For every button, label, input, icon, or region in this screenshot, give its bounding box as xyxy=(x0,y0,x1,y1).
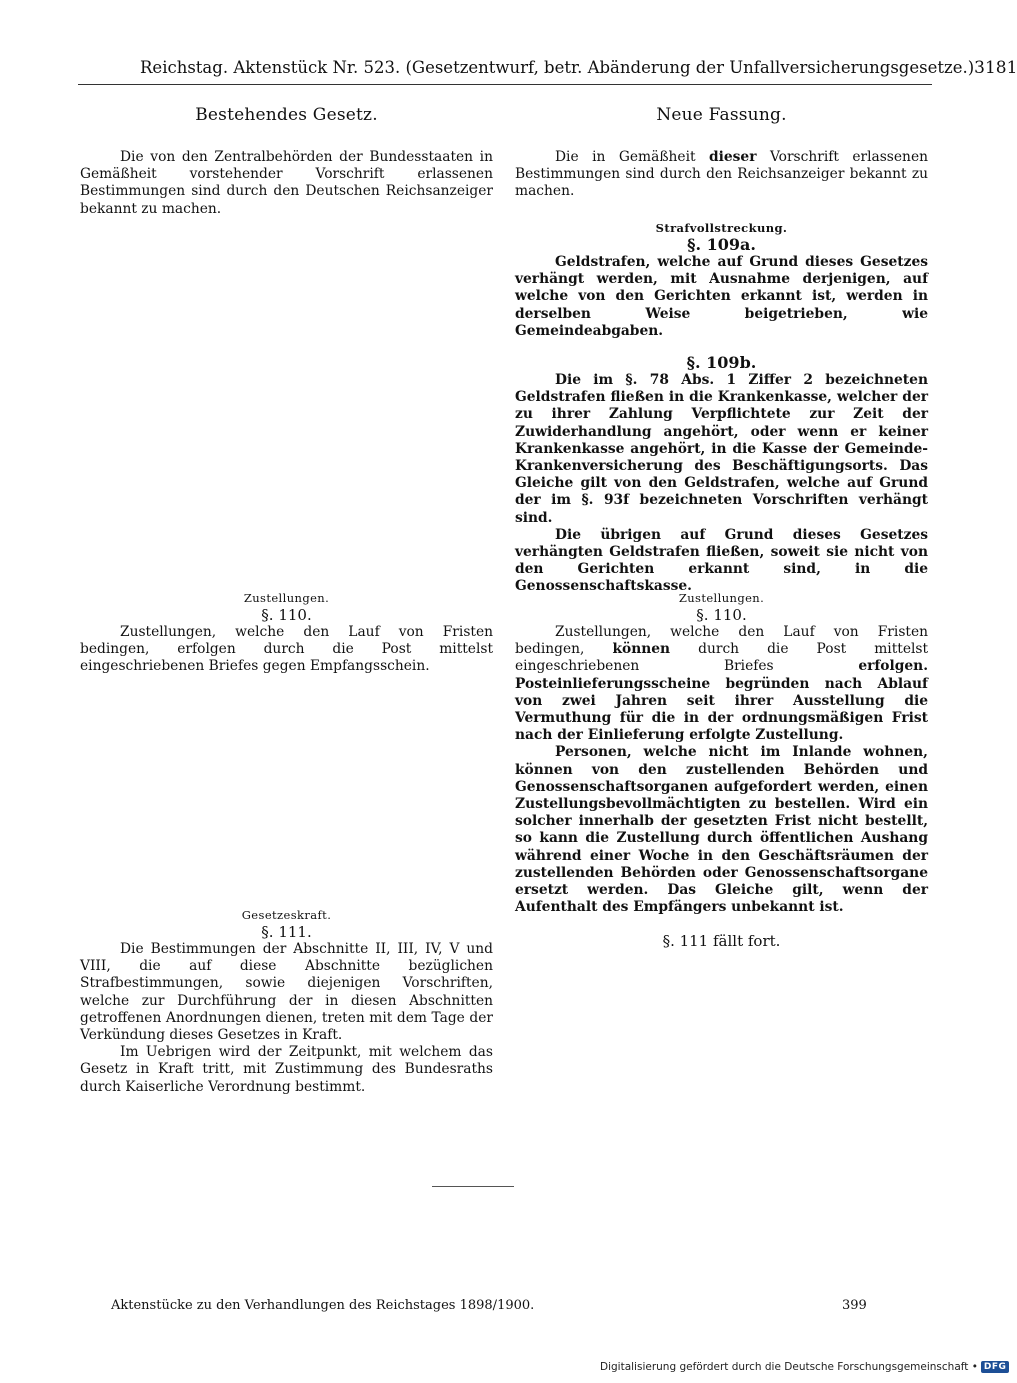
left-column xyxy=(80,105,493,1095)
right-column xyxy=(515,105,929,950)
right-intro-part-1: Die in Gemäßheit xyxy=(555,149,696,165)
right-s110-part-a: Zustellungen, welche den Lauf von Fristen bedingen, xyxy=(515,624,928,658)
left-s111-number: §. 111. xyxy=(261,923,312,941)
left-section-111 xyxy=(80,907,493,1096)
header-text: Reichstag. Aktenstück Nr. 523. (Gesetzentwurf, betr. Abänderung der Unfallversicherungsgesetze.) xyxy=(140,58,975,77)
s109a-text: Geldstrafen, welche auf Grund dieses Gesetzes verhängt werden, mit Ausnahme derjenigen, auf welche von den Gerichten erkannt ist, werden in derselben Weise beigetrieben, wie Gemeindeabgaben. xyxy=(515,254,928,339)
right-s110-number: §. 110. xyxy=(696,606,747,624)
right-intro-emphasis: dieser xyxy=(709,149,757,165)
right-s111-text: §. 111 fällt fort. xyxy=(662,932,781,950)
right-s110-part-b: können xyxy=(612,641,671,658)
right-column-title: Neue Fassung. xyxy=(656,105,787,125)
right-s110-part-d: erfolgen. Posteinlieferungsscheine begründen nach Ablauf von zwei Jahren seit ihrer Ausstellung die Vermuthung für die in der ordnungsmäßigen Frist nach der Einlieferung erfolgte Zustellung. xyxy=(515,658,929,744)
s109b-text-2: Die übrigen auf Grund dieses Gesetzes verhängten Geldstrafen fließen, soweit sie nicht von den Gerichten erkannt sind, in die Genossenschaftskasse. xyxy=(515,526,928,595)
running-head xyxy=(140,58,1017,78)
left-s110-caption: Zustellungen. xyxy=(243,591,330,605)
left-s111-caption: Gesetzeskraft. xyxy=(241,908,332,922)
page-number: 3181 xyxy=(974,58,1017,78)
right-section-109 xyxy=(515,220,928,596)
strafvollstreckung-caption: Strafvollstreckung. xyxy=(655,221,788,235)
right-section-111 xyxy=(515,932,928,950)
s109b-text-1: Die im §. 78 Abs. 1 Ziffer 2 bezeichneten Geldstrafen fließen in die Krankenkasse, welcher der zu ihrer Zahlung Verpflichtete zur Zeit der Zuwiderhandlung angehört, oder wenn er keiner Krankenkasse angehört, in die Kasse der Gemeinde-Krankenversicherung des Beschäftigungsorts. Das Gleiche gilt von den Geldstrafen, welche auf Grund der im §. 93f bezeichneten Vorschriften verhängt sind. xyxy=(515,372,928,526)
left-column-title: Bestehendes Gesetz. xyxy=(195,105,378,125)
s109a-number: §. 109a. xyxy=(687,235,756,254)
right-s110-text-2: Personen, welche nicht im Inlande wohnen, können von den zustellenden Behörden und Genossenschaftsorganen aufgefordert werden, einen Zustellungsbevollmächtigten zu bestellen. Wird ein solcher innerhalb der gesetzten Frist nicht bestellt, so kann die Zustellung durch öffentlichen Aushang während einer Woche in den Geschäftsräumen der zustellenden Behörden oder Genossenschaftsorgane ersetzt werden. Das Gleiche gilt, wenn der Aufenthalt des Empfängers unbekannt ist. xyxy=(515,744,928,916)
right-s110-caption: Zustellungen. xyxy=(678,591,765,605)
s109b-number: §. 109b. xyxy=(686,353,757,373)
credit-text: Digitalisierung gefördert durch die Deutsche Forschungsgemeinschaft • xyxy=(600,1361,978,1373)
left-s110-text: Zustellungen, welche den Lauf von Fristen bedingen, erfolgen durch die Post mittelst eingeschriebenen Briefes gegen Empfangsschein. xyxy=(80,624,493,675)
right-s110-text-1 xyxy=(515,624,928,744)
footer-page-number: 399 xyxy=(842,1298,867,1313)
left-s110-number: §. 110. xyxy=(261,606,312,624)
footer-ornament-rule xyxy=(432,1186,514,1187)
header-rule xyxy=(78,84,932,85)
left-s111-text-1: Die Bestimmungen der Abschnitte II, III, IV, V und VIII, die auf diese Abschnitte bezüglichen Strafbestimmungen, sowie diejenigen Vorschriften, welche zur Durchführung der in diesen Abschnitten getroffenen Anordnungen dienen, treten mit dem Tage der Verkündung dieses Gesetzes in Kraft. xyxy=(80,941,493,1044)
footer-source: Aktenstücke zu den Verhandlungen des Reichstages 1898/1900. xyxy=(111,1298,535,1313)
right-s110-part-c: durch die Post mittelst eingeschriebenen Briefes xyxy=(515,641,929,675)
right-intro-paragraph xyxy=(515,149,928,201)
right-section-110 xyxy=(515,590,928,916)
digitization-credit xyxy=(600,1361,1009,1373)
dfg-logo: DFG xyxy=(981,1361,1010,1373)
right-intro-part-2: Vorschrift erlassenen Bestimmungen sind durch den Reichsanzeiger bekannt zu machen. xyxy=(515,149,928,200)
left-s111-text-2: Im Uebrigen wird der Zeitpunkt, mit welchem das Gesetz in Kraft tritt, mit Zustimmung des Bundesraths durch Kaiserliche Verordnung bestimmt. xyxy=(80,1044,493,1095)
left-intro-paragraph: Die von den Zentralbehörden der Bundesstaaten in Gemäßheit vorstehender Vorschrift erlassenen Bestimmungen sind durch den Deutschen Reichsanzeiger bekannt zu machen. xyxy=(80,149,493,217)
left-section-110 xyxy=(80,590,493,676)
